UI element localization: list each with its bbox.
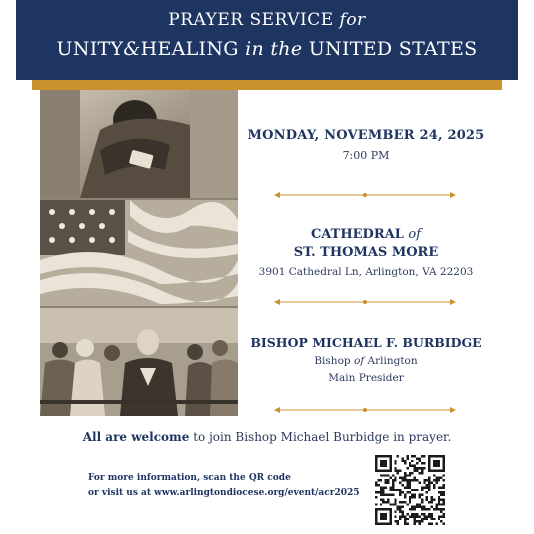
- praying-man-photo: [40, 90, 238, 198]
- title-ampersand: &: [123, 38, 141, 60]
- presider-title: [246, 355, 486, 367]
- venue-line-1: [246, 227, 486, 242]
- presider-title-arlington: Arlington: [367, 355, 418, 367]
- presider-title-of: of: [353, 355, 365, 367]
- event-date: MONDAY, NOVEMBER 24, 2025: [247, 128, 485, 143]
- more-info-url[interactable]: or visit us at www.arlingtondiocese.org/event/acr2025: [88, 488, 360, 498]
- crowd-praying-photo: [40, 308, 238, 416]
- title-healing: HEALING: [140, 38, 239, 60]
- welcome-message: [0, 430, 534, 444]
- qr-code[interactable]: [375, 455, 445, 525]
- title-united-states: UNITED STATES: [308, 38, 478, 60]
- title-in-the: in the: [245, 38, 303, 60]
- gold-accent-bar: [32, 80, 502, 90]
- venue-of: of: [408, 227, 422, 242]
- title-unity: UNITY: [56, 38, 124, 60]
- title-prayer-service: PRAYER SERVICE: [168, 10, 334, 30]
- title-for: for: [339, 10, 366, 30]
- more-info-line-1: For more information, scan the QR code: [88, 473, 291, 483]
- ornament-divider: [274, 190, 456, 200]
- ornament-divider: [274, 405, 456, 415]
- american-flag-photo: [40, 200, 238, 306]
- welcome-rest: to join Bishop Michael Burbidge in prayer.: [189, 430, 452, 444]
- presider-role: Main Presider: [328, 372, 404, 384]
- welcome-bold: All are welcome: [82, 430, 190, 444]
- presider-title-bishop: Bishop: [314, 355, 351, 367]
- venue-line-2: ST. THOMAS MORE: [293, 245, 439, 260]
- event-time: 7:00 PM: [342, 149, 390, 162]
- title-line-2: [16, 38, 518, 60]
- venue-cathedral: CATHEDRAL: [310, 227, 404, 242]
- ornament-divider: [274, 297, 456, 307]
- presider-name: BISHOP MICHAEL F. BURBIDGE: [250, 335, 482, 350]
- title-line-1: [16, 10, 518, 30]
- venue-address: 3901 Cathedral Ln, Arlington, VA 22203: [258, 266, 474, 278]
- photo-collage: [40, 90, 238, 416]
